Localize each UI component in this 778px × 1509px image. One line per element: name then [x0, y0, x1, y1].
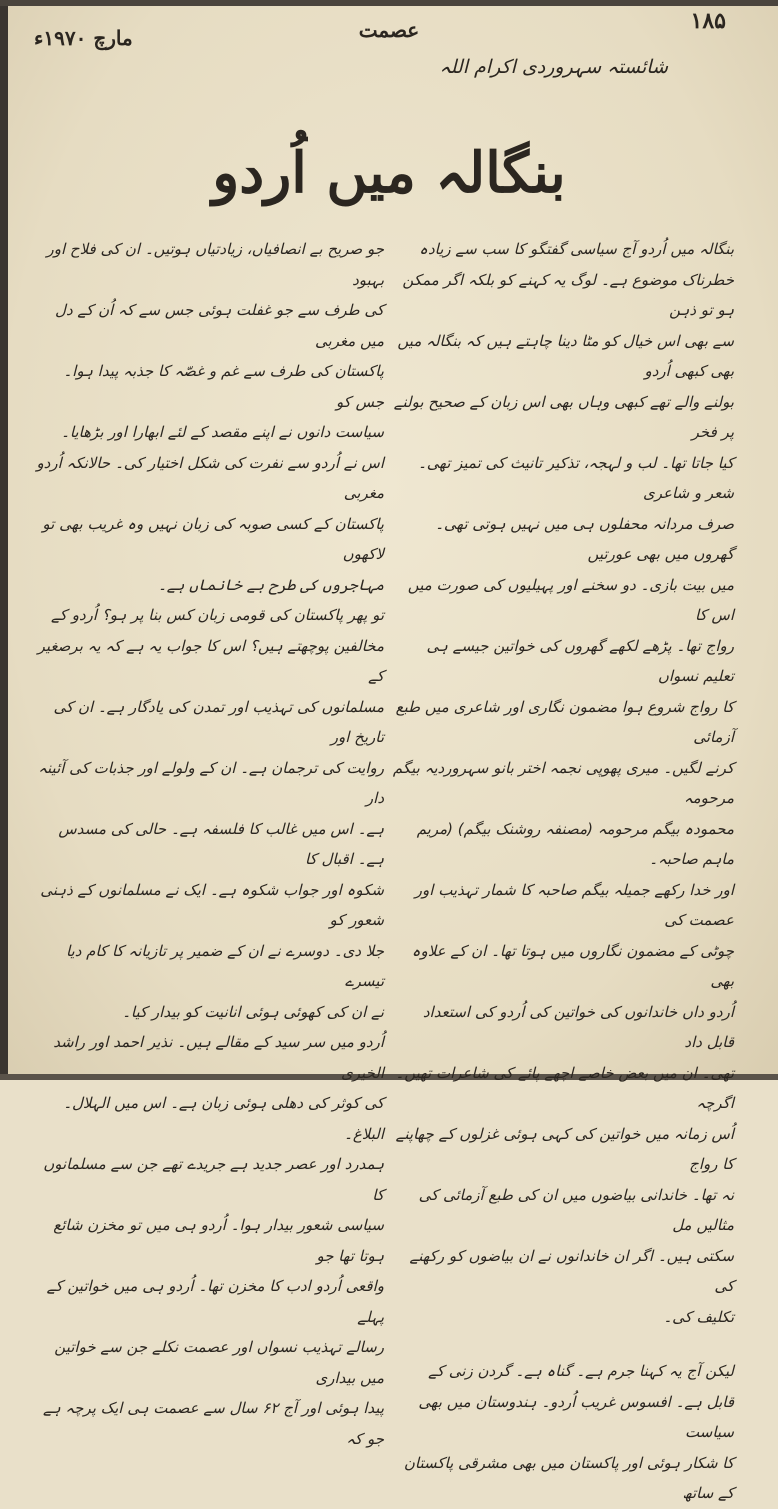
text-line: کی طرف سے جو غفلت ہوئی جس سے کہ اُن کے دل میں مغربی: [55, 301, 384, 350]
text-line: بنگالہ میں اُردو آج سیاسی گفتگو کا سب سے زیادہ: [419, 240, 734, 258]
issue-date: مارچ ۱۹۷۰ء: [34, 26, 133, 50]
text-line: کی کوثر کی دھلی ہوئی زبان ہے۔ اس میں الہلال۔ البلاغ۔: [63, 1094, 384, 1143]
text-line: پاکستان کے کسی صوبہ کی زبان نہیں وہ غریب بھی تو لاکھوں: [42, 514, 384, 563]
text-line: اس نے اُردو سے نفرت کی شکل اختیار کی۔ حالانکہ اُردو مغربی: [36, 453, 384, 502]
text-line: سکتی ہیں۔ اگر ان خاندانوں نے ان بیاضوں کو رکھنے کی: [409, 1246, 734, 1295]
text-line: رسالے تہذیب نسواں اور عصمت نکلے جن سے خواتین میں بیداری: [54, 1338, 384, 1387]
text-line: لیکن آج یہ کہنا جرم ہے۔ گناہ ہے۔ گردن زنی کے: [428, 1362, 734, 1380]
text-line: صرف مردانہ محفلوں ہی میں نہیں ہوتی تھی۔ گھروں میں بھی عورتیں: [435, 514, 734, 563]
text-line: تھی۔ ان میں بعض خاصے اچھے پائے کی شاعرات تھیں۔ اگرچہ: [395, 1063, 734, 1112]
text-line: پاکستان کی طرف سے غم و غصّہ کا جذبہ پیدا ہوا۔ جس کو: [63, 362, 384, 411]
text-line: اُردو داں خاندانوں کی خواتین کی اُردو کی استعداد قابل داد: [422, 1002, 734, 1051]
text-line: روایت کی ترجمان ہے۔ ان کے ولولے اور جذبات کی آئینہ دار: [38, 758, 384, 807]
text-line: میں بیت بازی۔ دو سخنے اور پہیلیوں کی صورت میں اس کا: [407, 575, 734, 624]
text-line: مسلمانوں کی تہذیب اور تمدن کی یادگار ہے۔ ان کی تاریخ اور: [53, 697, 384, 746]
text-line: کیا جاتا تھا۔ لب و لہجہ، تذکیر تانیث کی تمیز تھی۔ شعر و شاعری: [417, 453, 734, 502]
text-line: اُس زمانہ میں خواتین کی کہی ہوئی غزلوں کے چھاپنے کا رواج: [395, 1124, 734, 1173]
magazine-name: عصمت: [358, 18, 420, 42]
text-line: جلا دی۔ دوسرے نے ان کے ضمیر پر تازیانہ کا کام دیا تیسرے: [65, 941, 384, 990]
page-number: ۱۸۵: [690, 8, 726, 34]
text-line: شکوہ اور جواب شکوہ ہے۔ ایک نے مسلمانوں کے ذہنی شعور کو: [40, 880, 384, 929]
text-line: جو صریح بے انصافیاں، زیادتیاں ہوتیں۔ ان کی فلاح اور بہبود: [46, 240, 384, 289]
text-line: کا شکار ہوئی اور پاکستان میں بھی مشرقی پاکستان کے ساتھ: [403, 1453, 734, 1502]
left-column: [36, 234, 384, 1454]
text-line: تو پھر پاکستان کی قومی زبان کس بنا پر ہو؟ اُردو کے: [51, 606, 384, 624]
text-line: مہاجروں کی طرح بے خانماں ہے۔: [158, 575, 384, 594]
article-title: بنگالہ میں اُردو: [212, 140, 566, 206]
text-line: تکلیف کی۔: [663, 1307, 734, 1326]
paragraph-gap: [392, 1332, 734, 1356]
text-line: محمودہ بیگم مرحومہ (مصنفہ روشنک بیگم) (مریم ماہم صاحبہ۔: [416, 819, 734, 868]
text-line: کا رواج شروع ہوا مضمون نگاری اور شاعری میں طبع آزمائی: [395, 697, 734, 746]
text-line: مخالفین پوچھتے ہیں؟ اس کا جواب یہ ہے کہ یہ برصغیر کے: [37, 636, 384, 685]
right-column: [392, 234, 734, 1509]
text-line: بولنے والے تھے کبھی وہاں بھی اس زبان کے صحیح بولنے پر فخر: [393, 392, 734, 441]
text-line: قابل ہے۔ افسوس غریب اُردو۔ ہندوستان میں بھی سیاست: [418, 1392, 734, 1441]
text-line: ہے۔ اس میں غالب کا فلسفہ ہے۔ حالی کی مسدس ہے۔ اقبال کا: [58, 819, 384, 868]
text-line: سیاسی شعور بیدار ہوا۔ اُردو ہی میں تو مخزن شائع ہوتا تھا جو: [53, 1216, 384, 1265]
article-author: شائستہ سہروردی اکرام اللہ: [439, 56, 668, 78]
page-edge-top: [0, 0, 778, 6]
text-line: اور خدا رکھے جمیلہ بیگم صاحبہ کا شمار تہذیب اور عصمت کی: [414, 880, 734, 929]
text-line: سے بھی اس خیال کو مٹا دینا چاہتے ہیں کہ بنگالہ میں بھی کبھی اُردو: [397, 331, 734, 380]
text-line: نہ تھا۔ خاندانی بیاضوں میں ان کی طبع آزمائی کی مثالیں مل: [418, 1185, 734, 1234]
text-line: کرنے لگیں۔ میری پھوپی نجمہ اختر بانو سہروردیہ بیگم مرحومہ: [392, 758, 734, 807]
text-line: سیاست دانوں نے اپنے مقصد کے لئے ابھارا اور بڑھایا۔: [61, 423, 384, 441]
text-line: اُردو میں سر سید کے مقالے ہیں۔ نذیر احمد اور راشد الخیری: [53, 1033, 384, 1082]
text-line: ہمدرد اور عصر جدید ہے جریدے تھے جن سے مسلمانوں کا: [43, 1155, 384, 1204]
text-line: چوٹی کے مضمون نگاروں میں ہوتا تھا۔ ان کے علاوہ بھی: [411, 941, 734, 990]
text-line: رواج تھا۔ پڑھے لکھے گھروں کی خواتین جیسے ہی تعلیم نسواں: [426, 636, 734, 685]
text-line: پیدا ہوئی اور آج ۶۲ سال سے عصمت ہی ایک پرچہ ہے جو کہ: [43, 1399, 384, 1448]
text-line: واقعی اُردو ادب کا مخزن تھا۔ اُردو ہی میں خواتین کے پہلے: [46, 1277, 384, 1326]
text-line: خطرناک موضوع ہے۔ لوگ یہ کہنے کو بلکہ اگر ممکن ہو تو ذہن: [402, 270, 734, 319]
text-line: نے ان کی کھوئی ہوئی انانیت کو بیدار کیا۔: [122, 1002, 384, 1021]
